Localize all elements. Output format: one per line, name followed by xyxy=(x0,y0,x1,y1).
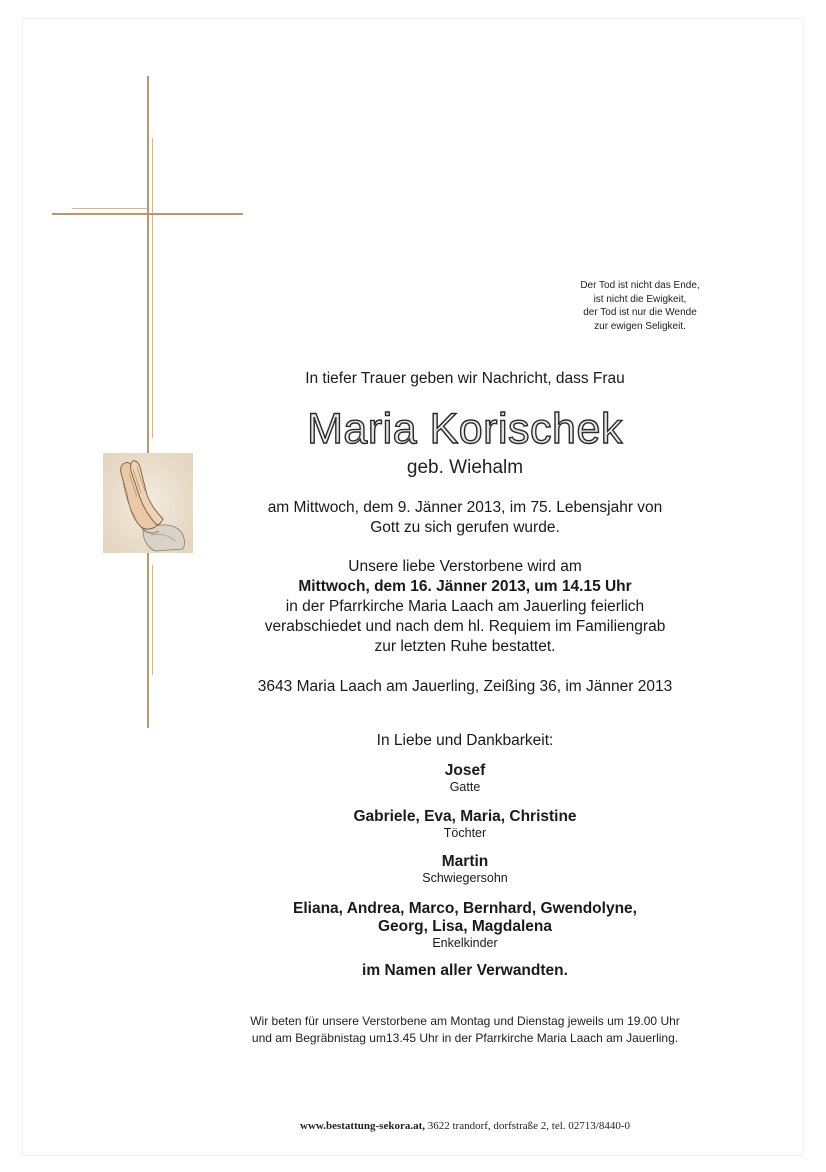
funeral-line: zur letzten Ruhe bestattet. xyxy=(374,638,556,655)
quote-line: Der Tod ist nicht das Ende, xyxy=(580,280,700,291)
cross-horizontal-inner-line xyxy=(72,208,147,209)
footer xyxy=(222,1120,708,1132)
quote-line: der Tod ist nur die Wende xyxy=(583,307,697,318)
quote-block xyxy=(560,279,720,333)
mourner-names: Gabriele, Eva, Maria, Christine xyxy=(353,808,577,825)
intro-text: In tiefer Trauer geben wir Nachricht, dass Frau xyxy=(305,370,625,387)
mourner-relation: Schwiegersohn xyxy=(422,871,508,885)
mourner-relation: Gatte xyxy=(449,780,481,794)
cross-vertical-inner-line xyxy=(152,138,153,438)
mourner-group xyxy=(222,853,708,886)
footer-address: 3622 trandorf, dorfstraße 2, tel. 02713/8440-0 xyxy=(425,1120,630,1132)
funeral-intro: Unsere liebe Verstorbene wird am xyxy=(348,558,582,575)
praying-hands-icon xyxy=(103,453,193,553)
footer-website[interactable]: www.bestattung-sekora.at, xyxy=(300,1120,425,1132)
on-behalf-text: im Namen aller Verwandten. xyxy=(362,962,568,979)
mourner-relation: Töchter xyxy=(443,826,487,840)
funeral-date: Mittwoch, dem 16. Jänner 2013, um 14.15 Uhr xyxy=(298,578,632,595)
death-line: Gott zu sich gerufen wurde. xyxy=(370,519,560,536)
death-announcement xyxy=(222,498,708,538)
maiden-name: geb. Wiehalm xyxy=(406,457,524,478)
funeral-line: in der Pfarrkirche Maria Laach am Jauerling feierlich xyxy=(285,598,645,615)
quote-line: zur ewigen Seligkeit. xyxy=(594,320,686,332)
deceased-name: Maria Korischek xyxy=(307,405,623,453)
mourner-names: Eliana, Andrea, Marco, Bernhard, Gwendolyne, xyxy=(293,900,637,917)
death-line: am Mittwoch, dem 9. Jänner 2013, im 75. Lebensjahr von xyxy=(267,499,663,516)
mourner-relation: Enkelkinder xyxy=(432,936,498,950)
mourner-names: Georg, Lisa, Magdalena xyxy=(378,918,552,935)
mourner-group xyxy=(222,900,708,951)
mourner-group xyxy=(222,762,708,795)
prayer-times xyxy=(222,1013,708,1047)
cross-vertical-bar xyxy=(147,76,149,728)
cross-vertical-inner-line-lower xyxy=(152,565,153,675)
funeral-details xyxy=(222,557,708,657)
mourner-group xyxy=(222,808,708,841)
cross-horizontal-bar xyxy=(52,213,243,215)
funeral-line: verabschiedet und nach dem hl. Requiem im Familiengrab xyxy=(264,618,666,635)
mourner-names: Josef xyxy=(444,762,486,779)
gratitude-heading: In Liebe und Dankbarkeit: xyxy=(376,732,554,749)
quote-line: ist nicht die Ewigkeit, xyxy=(593,293,687,305)
prayer-line: und am Begräbnistag um13.45 Uhr in der Pfarrkirche Maria Laach am Jauerling. xyxy=(251,1031,679,1045)
mourner-names: Martin xyxy=(441,853,489,870)
prayer-line: Wir beten für unsere Verstorbene am Montag und Dienstag jeweils um 19.00 Uhr xyxy=(250,1014,680,1028)
place-date: 3643 Maria Laach am Jauerling, Zeißing 36, im Jänner 2013 xyxy=(257,678,673,695)
